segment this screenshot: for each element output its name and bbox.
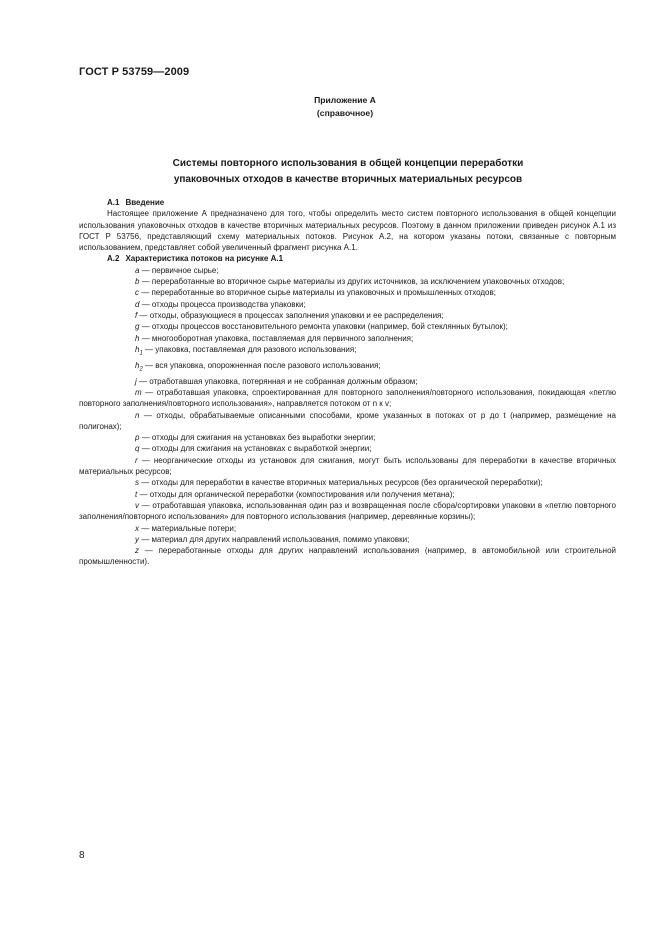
intro-number: А.1	[107, 198, 120, 207]
flow-key: d	[135, 299, 140, 309]
flow-key: v	[135, 500, 139, 510]
document-header: ГОСТ Р 53759—2009	[79, 66, 190, 78]
flow-text: — переработанные во вторичное сырье материалы из упаковочных и промышленных отходов;	[141, 288, 496, 298]
section-title-line2: упаковочных отходов в качестве вторичных материальных ресурсов	[173, 174, 523, 185]
flows-list	[79, 265, 616, 568]
flows-heading	[79, 253, 616, 264]
flow-text: — отходы, обрабатываемые описанными способами, кроме указанных в потоках от p до t (например, размещение на полигонах);	[79, 410, 616, 431]
flow-item	[79, 477, 616, 488]
flow-item	[79, 333, 616, 344]
flow-key: n	[135, 410, 140, 420]
flow-key: f	[135, 310, 138, 320]
flow-item	[79, 287, 616, 298]
flow-key: m	[135, 387, 142, 397]
flow-text: — переработанные отходы для других направлений использования (например, в автомобильной или строительной промышленности).	[79, 546, 616, 567]
flow-text: — отработавшая упаковка, потерянная и не собранная должным образом;	[139, 376, 418, 386]
flow-text: — вся упаковка, опорожненная после разового использования;	[145, 360, 381, 370]
flow-text: — отходы для сжигания на установках с выработкой энергии;	[141, 444, 372, 454]
intro-title: Введение	[125, 198, 165, 207]
flow-item	[79, 443, 616, 454]
flow-item	[79, 432, 616, 443]
flows-title: Характеристика потоков на рисунке А.1	[125, 254, 284, 264]
flow-text: — отходы процесса производства упаковки;	[141, 299, 306, 309]
flow-text: — материал для других направлений использования, помимо упаковки;	[141, 534, 410, 544]
flow-key: c	[135, 288, 139, 298]
appendix-label: Приложение А	[314, 95, 376, 105]
flow-item	[79, 310, 616, 321]
flow-text: — отработавшая упаковка, спроектированная для повторного заполнения/повторного использования, покидающая «петлю повторного заполнения/повторного использования», направляется потоком от n к v;	[79, 387, 616, 409]
flow-item	[79, 344, 616, 360]
intro-heading	[79, 197, 616, 208]
flow-key: h	[135, 333, 140, 343]
flow-item	[79, 500, 616, 523]
flow-item	[79, 523, 616, 534]
section-title-line1: Системы повторного использования в общей концепции переработки	[172, 158, 524, 169]
flow-text: — отходы, образующиеся в процессах заполнения упаковки и ее распределения;	[139, 310, 444, 320]
flow-text: — отходы процессов восстановительного ремонта упаковки (например, бой стеклянных бутылок);	[141, 322, 508, 332]
flow-key: b	[135, 277, 140, 287]
flow-key: r	[135, 455, 138, 465]
flow-item	[79, 376, 616, 387]
flows-number: А.2	[107, 254, 120, 264]
flow-item	[79, 360, 616, 376]
document-body	[79, 197, 616, 568]
flow-text: — материальные потери;	[141, 523, 237, 533]
flow-item	[79, 299, 616, 310]
flow-text: — отходы для переработки в качестве вторичных материальных ресурсов (без органической переработки);	[141, 478, 543, 488]
flow-text: — отработавшая упаковка, использованная один раз и возвращенная после сбора/сортировки упаковки в «петлю повторного заполнения/повторного использования» для повторного использования (например, деревянные корзины);	[79, 500, 617, 522]
flow-text: — многооборотная упаковка, поставляемая для первичного заполнения;	[141, 333, 414, 343]
flow-item	[79, 410, 616, 433]
flow-key: s	[135, 478, 139, 488]
flow-key: g	[135, 322, 140, 332]
flow-item	[79, 276, 616, 287]
flow-key: $h_1$	[135, 344, 143, 357]
flow-text: — упаковка, поставляемая для разового использования;	[145, 344, 357, 354]
flow-item	[79, 265, 616, 276]
flow-item	[79, 321, 616, 332]
flow-item	[79, 545, 616, 568]
flow-item	[79, 489, 616, 500]
flow-key: z	[135, 546, 139, 556]
flow-text: — переработанные во вторичное сырье материалы из других источников, за исключением упаковочных отходов;	[141, 277, 565, 287]
flow-key: y	[135, 534, 139, 544]
flow-text: — неорганические отходы из установок для сжигания, могут быть использованы для переработки в качестве вторичных материальных ресурсов;	[79, 455, 616, 477]
flow-key: p	[135, 433, 140, 443]
flow-text: — отходы для органической переработки (компостирования или получения метана);	[139, 489, 455, 499]
flow-key: a	[135, 265, 140, 275]
flow-text: — первичное сырье;	[141, 265, 219, 275]
flow-item	[79, 455, 616, 478]
page-number: 8	[79, 850, 85, 861]
flow-item	[79, 534, 616, 545]
flow-key: x	[135, 523, 139, 533]
appendix-note: (справочное)	[316, 108, 374, 118]
flow-key: $h_2$	[135, 360, 143, 373]
flow-key: t	[135, 489, 138, 499]
flow-item	[79, 387, 616, 410]
flow-text: — отходы для сжигания на установках без выработки энергии;	[141, 433, 376, 443]
flow-key: q	[135, 444, 140, 454]
flow-key: j	[135, 376, 137, 386]
intro-paragraph: Настоящее приложение А предназначено для того, чтобы определить место систем повторного использования в общей концепции использования упаковочных отходов в качестве вторичных материальных ресурсов. Поэтому в данном приложении приведен рисунок А.1 из ГОСТ Р 53756, представляющий схему материальных потоков. Рисунок А.2, на котором указаны потоки, связанные с повторным использованием, представляет собой увеличенный фрагмент рисунка А.1.	[79, 209, 616, 253]
